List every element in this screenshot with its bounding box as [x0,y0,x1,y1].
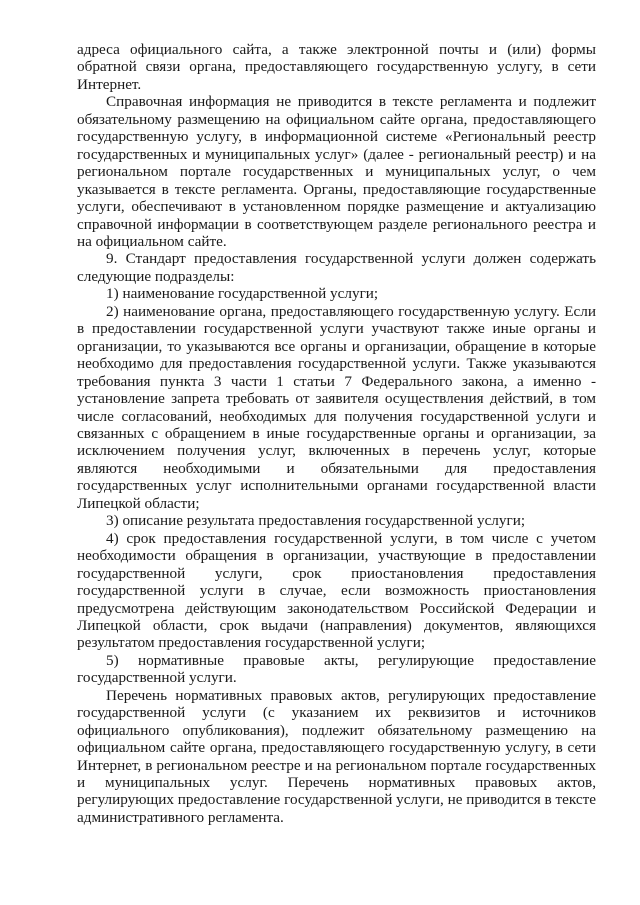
paragraph-legal-acts-list: Перечень нормативных правовых актов, регулирующих предоставление государственной услуги (с указанием их реквизитов и источников официального опубликования), подлежит обязательному размещению на официальном сайте органа, предоставляющего государственную услугу, в сети Интернет, в региональном реестре и на региональном портале государственных и муниципальных услуг. Перечень нормативных правовых актов, регулирующих предоставление государственной услуги, не приводится в тексте административного регламента. [77,686,596,826]
list-item-5-legal-acts: 5) нормативные правовые акты, регулирующие предоставление государственной услуги. [77,651,596,687]
list-item-1-service-name: 1) наименование государственной услуги; [106,285,379,303]
paragraph-reference-info: Справочная информация не приводится в тексте регламента и подлежит обязательному размещению на официальном сайте органа, предоставляющего государственную услугу, в информационной системе «Региональный реестр государственных и муниципальных услуг» (далее - региональный реестр) и на региональном портале государственных и муниципальных услуг, о чем указывается в тексте регламента. Органы, предоставляющие государственные услуги, обеспечивают в установленном порядке размещение и актуализацию справочной информации в соответствующем разделе регионального реестра и на официальном сайте. [77,93,596,250]
list-item-3-result-description: 3) описание результата предоставления государственной услуги; [106,512,526,530]
list-item-2-agency-name: 2) наименование органа, предоставляющего государственную услугу. Если в предоставлении государственной услуги участвуют также иные органы и организации, то указываются все органы и организации, обращение в которые необходимо для предоставления государственной услуги. Также указываются требования пункта 3 части 1 статьи 7 Федерального закона, а именно - установление запрета требовать от заявителя осуществления действий, в том числе согласований, необходимых для получения государственной услуги и связанных с обращением в иные государственные органы и организации, за исключением получения услуг, включенных в перечень услуг, которые являются необходимыми и обязательными для предоставления государственных услуг исполнительными органами государственной власти Липецкой области; [77,302,596,512]
paragraph-item-9-standard: 9. Стандарт предоставления государственной услуги должен содержать следующие подразделы: [77,250,596,285]
paragraph-website-address: адреса официального сайта, а также электронной почты и (или) формы обратной связи органа, предоставляющего государственную услугу, в сети Интернет. [77,41,596,93]
document-body [77,41,596,826]
list-item-4-service-term: 4) срок предоставления государственной услуги, в том числе с учетом необходимости обращения в организации, участвующие в предоставлении государственной услуги, срок приостановления предоставления государственной услуги в случае, если возможность приостановления предусмотрена действующим законодательством Российской Федерации и Липецкой области, срок выдачи (направления) документов, являющихся результатом предоставления государственной услуги; [77,529,596,652]
